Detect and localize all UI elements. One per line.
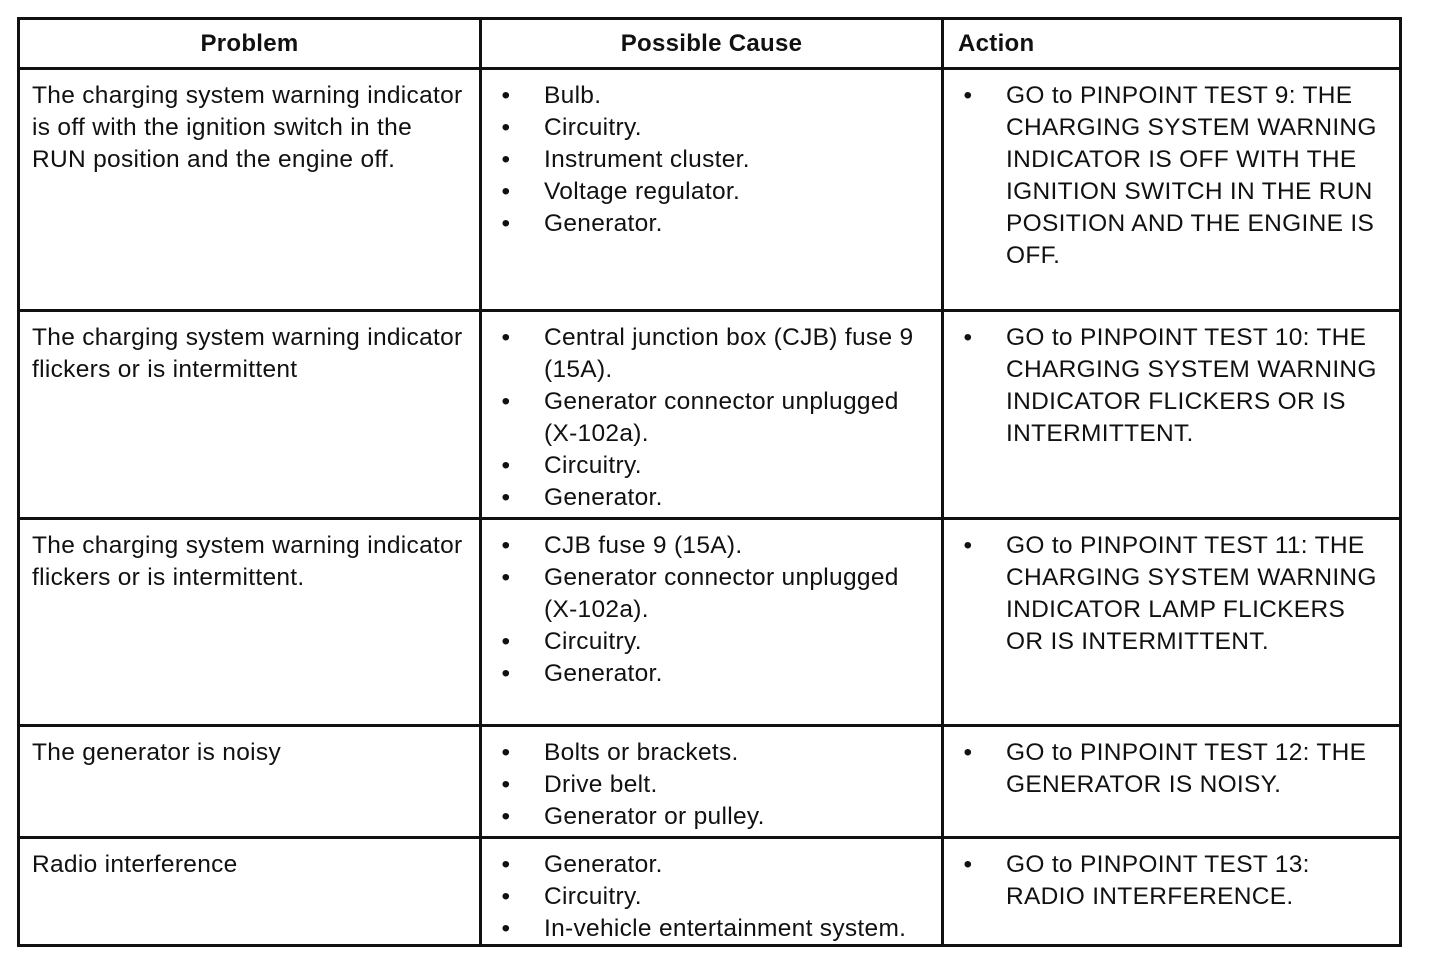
header-possible-cause: Possible Cause	[482, 20, 944, 70]
cause-text: Generator.	[544, 851, 663, 878]
table-grid	[20, 20, 1399, 944]
cause-list-item	[496, 144, 933, 176]
bullet-icon: •	[501, 452, 511, 479]
cause-text: Voltage regulator.	[544, 178, 741, 205]
cause-text: In-vehicle entertainment system.	[544, 915, 907, 942]
cause-text: Bulb.	[544, 82, 602, 109]
bullet-icon: •	[501, 771, 511, 798]
possible-cause-cell	[482, 70, 944, 312]
cause-text: Circuitry.	[544, 883, 642, 910]
possible-cause-cell	[482, 839, 944, 944]
action-text: GO to PINPOINT TEST 11: THE CHARGING SYSTEM WARNING INDICATOR LAMP FLICKERS OR IS INTERMITTENT.	[1006, 532, 1377, 655]
bullet-icon: •	[501, 210, 511, 237]
bullet-icon: •	[963, 324, 973, 351]
cause-text: Generator connector unplugged (X-102a).	[544, 564, 899, 623]
problem-cell: The charging system warning indicator is off with the ignition switch in the RUN position and the engine off.	[20, 70, 482, 312]
action-text: GO to PINPOINT TEST 9: THE CHARGING SYSTEM WARNING INDICATOR IS OFF WITH THE IGNITION SWITCH IN THE RUN POSITION AND THE ENGINE IS OFF.	[1006, 82, 1377, 269]
bullet-icon: •	[501, 178, 511, 205]
problem-cell: Radio interference	[20, 839, 482, 944]
action-cell	[944, 727, 1399, 839]
cause-list-item	[496, 208, 933, 240]
cause-text: Instrument cluster.	[544, 146, 750, 173]
action-cell	[944, 839, 1399, 944]
bullet-icon: •	[501, 564, 511, 591]
bullet-icon: •	[501, 484, 511, 511]
problem-cell: The generator is noisy	[20, 727, 482, 839]
action-cell	[944, 70, 1399, 312]
action-text: GO to PINPOINT TEST 13: RADIO INTERFERENCE.	[1006, 851, 1310, 910]
cause-list-item	[496, 80, 933, 112]
cause-list-item	[496, 530, 933, 562]
cause-text: Generator connector unplugged (X-102a).	[544, 388, 899, 447]
cause-text: Generator.	[544, 210, 663, 237]
bullet-icon: •	[501, 660, 511, 687]
cause-text: Bolts or brackets.	[544, 739, 739, 766]
bullet-icon: •	[501, 915, 511, 942]
cause-text: Circuitry.	[544, 452, 642, 479]
bullet-icon: •	[963, 739, 973, 766]
cause-list-item	[496, 450, 933, 482]
cause-list-item	[496, 658, 933, 690]
possible-cause-cell	[482, 312, 944, 520]
bullet-icon: •	[501, 851, 511, 878]
cause-text: Central junction box (CJB) fuse 9 (15A).	[544, 324, 914, 383]
diagnosis-table	[17, 17, 1402, 947]
bullet-icon: •	[501, 803, 511, 830]
cause-list	[482, 312, 941, 514]
action-text: GO to PINPOINT TEST 12: THE GENERATOR IS NOISY.	[1006, 739, 1367, 798]
cause-text: Generator or pulley.	[544, 803, 765, 830]
cause-text: Circuitry.	[544, 628, 642, 655]
cause-text: Generator.	[544, 660, 663, 687]
bullet-icon: •	[501, 114, 511, 141]
cause-list-item	[496, 176, 933, 208]
cause-list	[482, 727, 941, 833]
bullet-icon: •	[501, 324, 511, 351]
cause-list-item	[496, 849, 933, 881]
cause-list-item	[496, 112, 933, 144]
cause-list-item	[496, 769, 933, 801]
action-cell	[944, 520, 1399, 727]
cause-list-item	[496, 881, 933, 913]
bullet-icon: •	[501, 883, 511, 910]
header-action: Action	[944, 20, 1399, 70]
bullet-icon: •	[501, 532, 511, 559]
cause-list	[482, 839, 941, 944]
cause-text: Drive belt.	[544, 771, 658, 798]
header-problem: Problem	[20, 20, 482, 70]
bullet-icon: •	[501, 628, 511, 655]
cause-list-item	[496, 562, 933, 626]
possible-cause-cell	[482, 727, 944, 839]
cause-list	[482, 70, 941, 240]
cause-list-item	[496, 386, 933, 450]
action-text: GO to PINPOINT TEST 10: THE CHARGING SYSTEM WARNING INDICATOR FLICKERS OR IS INTERMITTENT.	[1006, 324, 1377, 447]
cause-list-item	[496, 626, 933, 658]
bullet-icon: •	[501, 82, 511, 109]
cause-list-item	[496, 482, 933, 514]
bullet-icon: •	[963, 82, 973, 109]
bullet-icon: •	[963, 532, 973, 559]
bullet-icon: •	[963, 851, 973, 878]
cause-list-item	[496, 913, 933, 944]
possible-cause-cell	[482, 520, 944, 727]
problem-cell: The charging system warning indicator flickers or is intermittent	[20, 312, 482, 520]
cause-list-item	[496, 737, 933, 769]
cause-list	[482, 520, 941, 690]
cause-list-item	[496, 801, 933, 833]
cause-text: CJB fuse 9 (15A).	[544, 532, 743, 559]
bullet-icon: •	[501, 739, 511, 766]
action-cell	[944, 312, 1399, 520]
cause-list-item	[496, 322, 933, 386]
cause-text: Generator.	[544, 484, 663, 511]
bullet-icon: •	[501, 388, 511, 415]
cause-text: Circuitry.	[544, 114, 642, 141]
problem-cell: The charging system warning indicator flickers or is intermittent.	[20, 520, 482, 727]
bullet-icon: •	[501, 146, 511, 173]
